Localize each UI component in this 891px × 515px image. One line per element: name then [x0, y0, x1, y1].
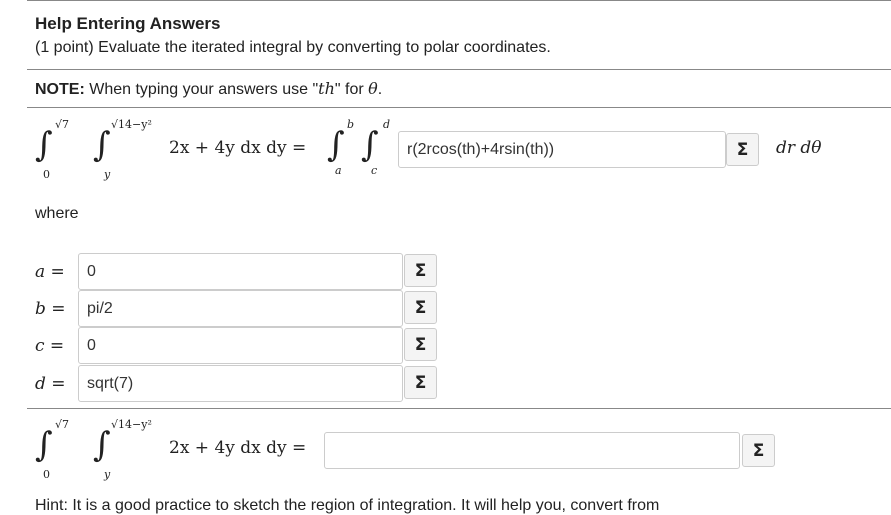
divider [27, 69, 891, 70]
equation-editor-sigma-icon[interactable]: Σ [404, 254, 437, 287]
help-entering-answers-link[interactable]: Help Entering Answers [35, 14, 221, 33]
note-end: . [377, 81, 383, 98]
integrand-answer-input[interactable]: r(2rcos(th)+4rsin(th)) [398, 131, 726, 168]
final-answer-input[interactable] [324, 432, 740, 469]
limit-c-input[interactable]: 0 [78, 327, 403, 364]
integral-expression-2 [35, 418, 325, 480]
where-label: where [35, 205, 79, 222]
polar-inner-lower: c [371, 164, 378, 177]
note-theta: θ [368, 79, 378, 98]
limit-label-d: d = [35, 374, 66, 394]
polar-outer-lower: a [335, 164, 342, 177]
equation-editor-sigma-icon[interactable]: Σ [742, 434, 775, 467]
top-rule [27, 0, 891, 1]
limit-d-input[interactable]: sqrt(7) [78, 365, 403, 402]
hint-text: Hint: It is a good practice to sketch the region of integration. It will help you, convert from [35, 497, 660, 514]
equation-editor-sigma-icon[interactable]: Σ [404, 366, 437, 399]
divider [27, 107, 891, 108]
integral-sign: ∫ [93, 125, 111, 165]
note-text: When typing your answers use " [89, 81, 319, 98]
equation-editor-sigma-icon[interactable]: Σ [404, 328, 437, 361]
integral-sign: ∫ [361, 125, 379, 165]
divider [27, 408, 891, 409]
outer-lower-limit: 0 [43, 468, 50, 481]
problem-prompt: (1 point) Evaluate the iterated integral by converting to polar coordinates. [35, 39, 551, 56]
equation-editor-sigma-icon[interactable]: Σ [726, 133, 759, 166]
inner-upper-limit: √14−y² [111, 418, 152, 431]
integral-sign: ∫ [35, 425, 53, 465]
limit-label-c: c = [35, 336, 65, 356]
inner-lower-limit: y [104, 168, 111, 181]
integral-sign: ∫ [93, 425, 111, 465]
integral-sign: ∫ [35, 125, 53, 165]
limit-a-input[interactable]: 0 [78, 253, 403, 290]
equation-editor-sigma-icon[interactable]: Σ [404, 291, 437, 324]
note-line [35, 79, 382, 99]
outer-upper-limit: √7 [55, 418, 70, 431]
integrand: 2x + 4y dx dy = [169, 138, 307, 158]
limit-label-a: a = [35, 262, 65, 282]
outer-upper-limit: √7 [55, 118, 70, 131]
outer-lower-limit: 0 [43, 168, 50, 181]
note-th: th [318, 79, 335, 98]
limit-b-input[interactable]: pi/2 [78, 290, 403, 327]
inner-upper-limit: √14−y² [111, 118, 152, 131]
differential-suffix: dr dθ [776, 138, 822, 158]
note-label: NOTE: [35, 81, 85, 98]
integral-expression [35, 118, 405, 180]
integral-sign: ∫ [327, 125, 345, 165]
polar-outer-upper: b [347, 118, 355, 131]
integrand: 2x + 4y dx dy = [169, 438, 307, 458]
inner-lower-limit: y [104, 468, 111, 481]
polar-inner-upper: d [383, 118, 391, 131]
limit-label-b: b = [35, 299, 66, 319]
note-text2: " for [334, 81, 369, 98]
